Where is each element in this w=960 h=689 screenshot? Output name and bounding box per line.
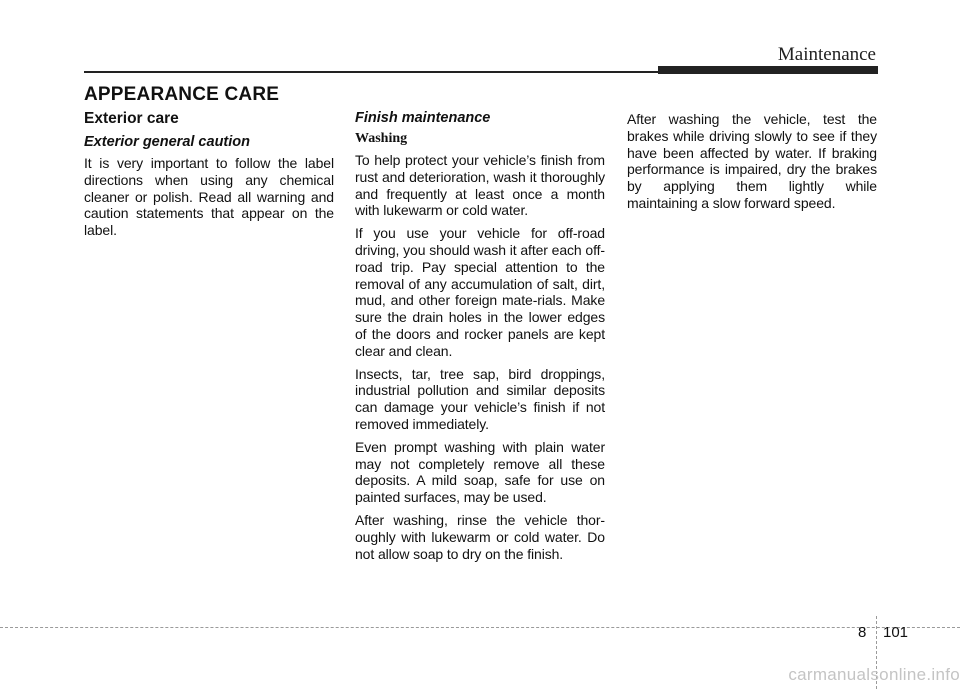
heading-washing: Washing — [355, 131, 408, 146]
footer-dashed-rule — [0, 627, 960, 628]
paragraph: After washing, rinse the vehicle thor-oughly with lukewarm or cold water. Do not allow soap to dry on the finish. — [355, 511, 605, 562]
paragraph: Insects, tar, tree sap, bird droppings, industrial pollution and similar deposits can damage your vehicle’s finish if not removed immediately. — [355, 365, 605, 432]
column-right — [627, 111, 877, 218]
page-number: 101 — [883, 624, 909, 641]
paragraph: Even prompt washing with plain water may not completely remove all these deposits. A mild soap, safe for use on painted surfaces, may be used. — [355, 438, 605, 506]
chapter-number: 8 — [858, 624, 867, 641]
subheading-finish-maintenance: Finish maintenance — [355, 110, 491, 126]
column-left — [84, 110, 334, 245]
column-middle — [355, 110, 605, 568]
header-rule-thick — [658, 66, 878, 74]
paragraph: To help protect your vehicle’s finish from rust and deterioration, wash it thoroughly and frequently at least once a month with lukewarm or cold water. — [355, 152, 605, 219]
header-rule-thin — [84, 71, 660, 73]
watermark-text: carmanualsonline.info — [788, 665, 960, 684]
section-title: APPEARANCE CARE — [84, 84, 280, 105]
heading-exterior-care: Exterior care — [84, 110, 179, 127]
paragraph: If you use your vehicle for off-road driving, you should wash it after each off-road trip. Pay special attention to the removal of any accumulation of salt, dirt, mud, and other foreign mate-rials. Make sure the drain holes in the lower edges of the doors and rocker panels are kept clear and clean. — [355, 225, 605, 359]
subheading-exterior-general-caution: Exterior general caution — [84, 134, 250, 150]
paragraph: It is very important to follow the label directions when using any chemical cleaner or polish. Read all warning and caution statements that appear on the label. — [84, 155, 334, 239]
page-header-title: Maintenance — [777, 44, 876, 65]
paragraph: After washing the vehicle, test the brakes while driving slowly to see if they have been affected by water. If braking performance is impaired, dry the brakes by applying them lightly while maintaining a slow forward speed. — [627, 111, 877, 211]
